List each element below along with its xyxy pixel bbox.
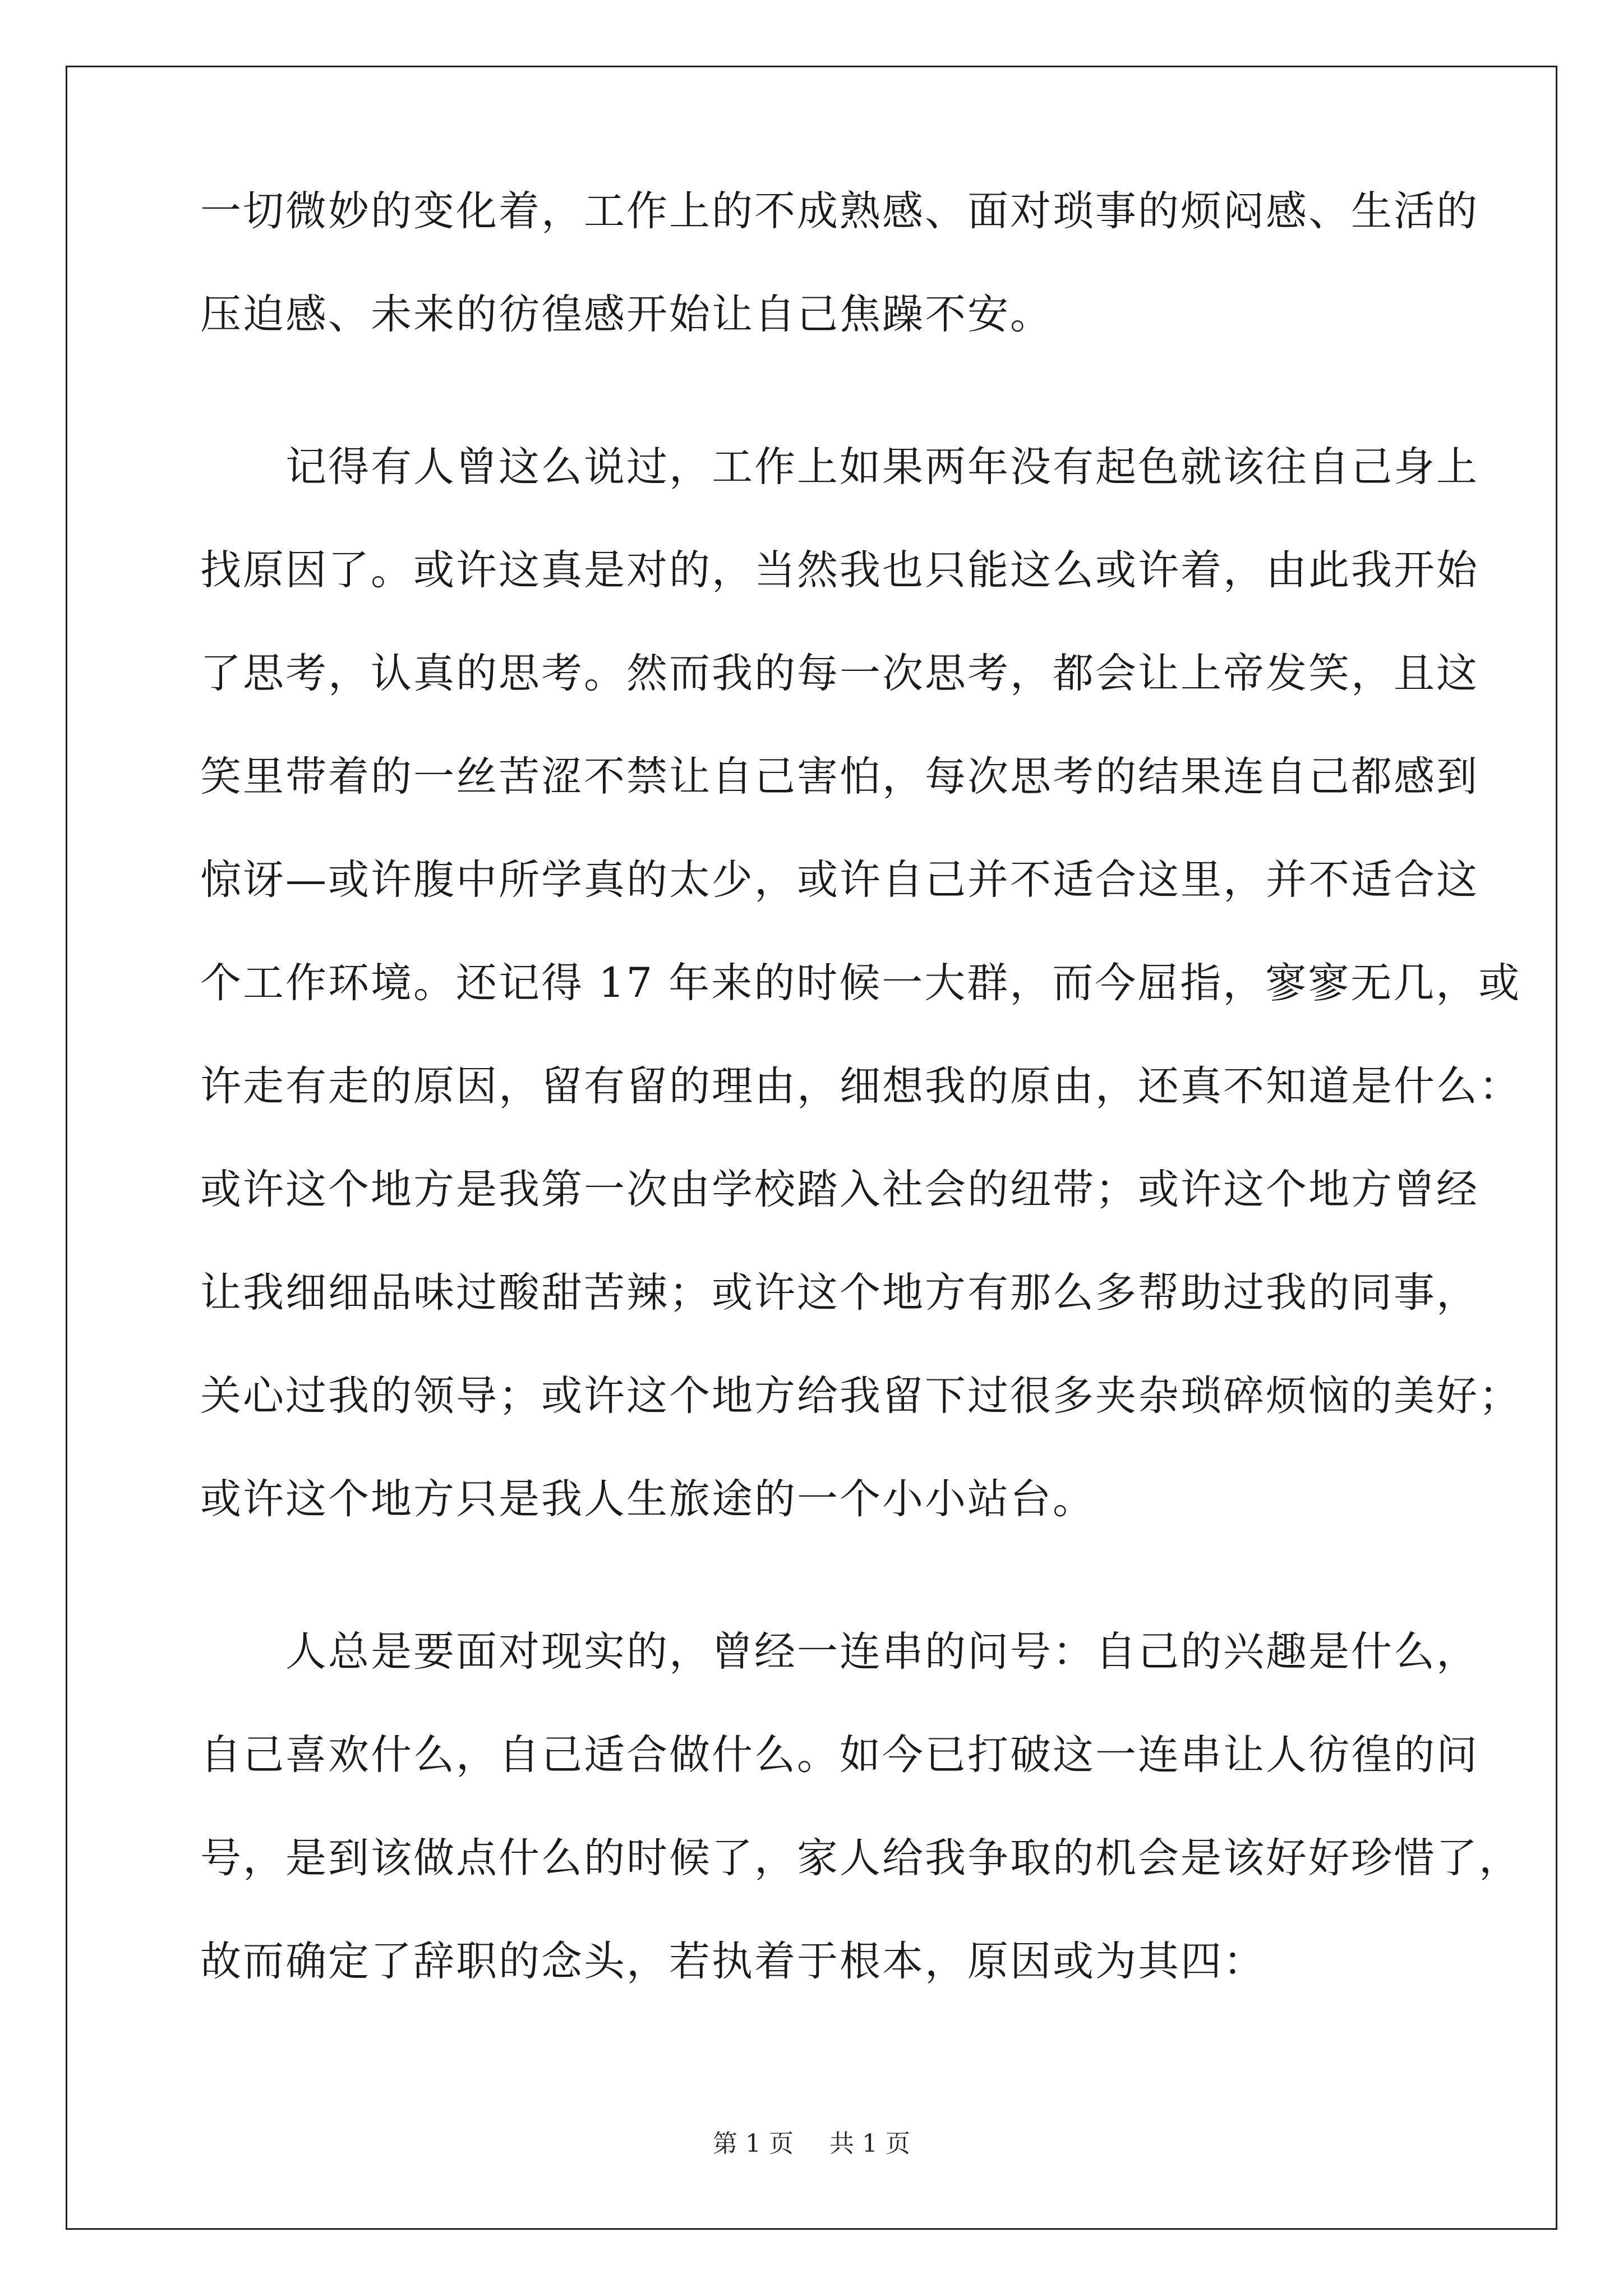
text-line: 关心过我的领导；或许这个地方给我留下过很多夹杂琐碎烦恼的美好； [200, 1372, 1521, 1420]
text-line: 一切微妙的变化着，工作上的不成熟感、面对琐事的烦闷感、生活的 [200, 187, 1479, 235]
page-border [66, 66, 1557, 2230]
text-line: 许走有走的原因，留有留的理由，细想我的原由，还真不知道是什么： [200, 1062, 1521, 1110]
page-footer [0, 2129, 1623, 2158]
text-line: 故而确定了辞职的念头，若执着于根本，原因或为其四： [200, 1938, 1266, 1985]
text-line: 或许这个地方只是我人生旅途的一个小小站台。 [200, 1475, 1095, 1523]
text-line: 笑里带着的一丝苦涩不禁让自己害怕，每次思考的结果连自己都感到 [200, 753, 1479, 800]
page-number: 第 1 页 [713, 2129, 794, 2158]
text-line: 让我细细品味过酸甜苦辣；或许这个地方有那么多帮助过我的同事， [200, 1269, 1479, 1317]
text-line: 记得有人曾这么说过，工作上如果两年没有起色就该往自己身上 [200, 443, 1479, 491]
text-line: 号，是到该做点什么的时候了，家人给我争取的机会是该好好珍惜了， [200, 1834, 1521, 1882]
text-line: 压迫感、未来的彷徨感开始让自己焦躁不安。 [200, 291, 1053, 338]
text-line: 惊讶—或许腹中所学真的太少，或许自己并不适合这里，并不适合这 [200, 856, 1479, 904]
text-line: 找原因了。或许这真是对的，当然我也只能这么或许着，由此我开始 [200, 546, 1479, 594]
text-line: 个工作环境。还记得 17 年来的时候一大群，而今屈指，寥寥无几，或 [200, 959, 1521, 1007]
text-line: 自己喜欢什么，自己适合做什么。如今已打破这一连串让人彷徨的问 [200, 1731, 1479, 1779]
page-total: 共 1 页 [829, 2129, 910, 2158]
text-line: 了思考，认真的思考。然而我的每一次思考，都会让上帝发笑，且这 [200, 650, 1479, 697]
text-line: 人总是要面对现实的，曾经一连串的问号：自己的兴趣是什么， [200, 1628, 1479, 1676]
text-line: 或许这个地方是我第一次由学校踏入社会的纽带；或许这个地方曾经 [200, 1166, 1479, 1213]
